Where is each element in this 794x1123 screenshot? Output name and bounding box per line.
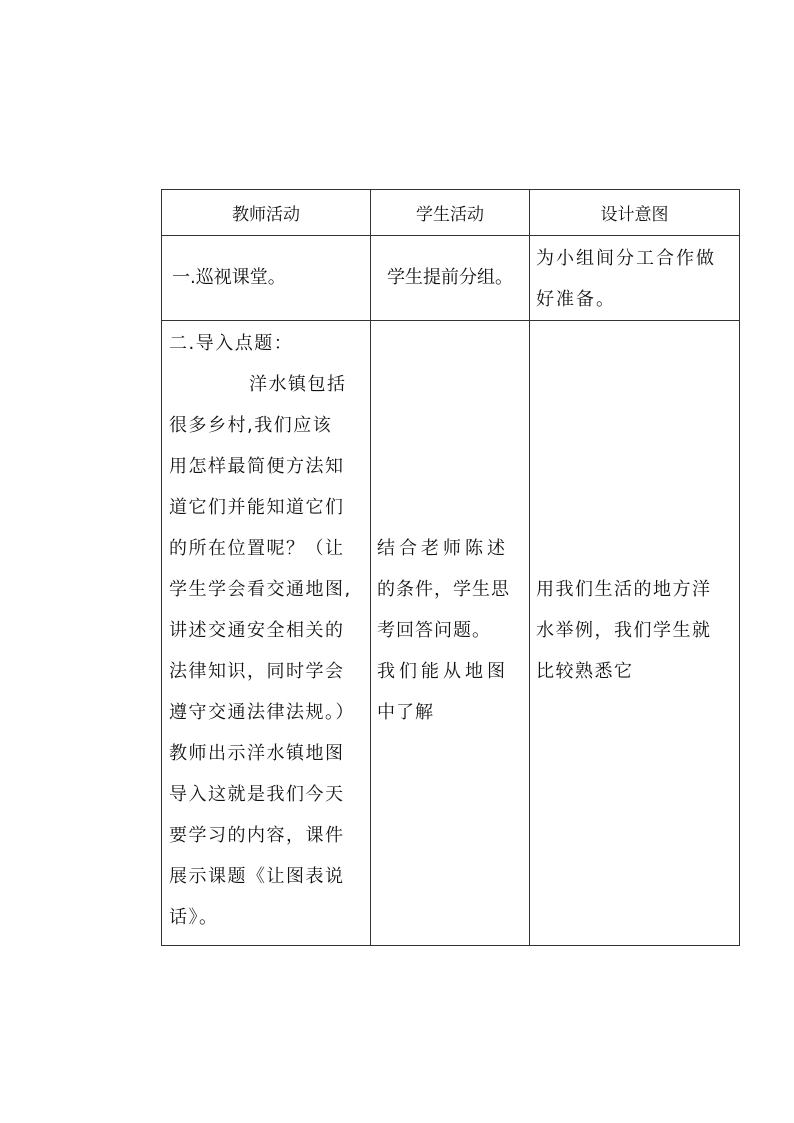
text-line: 好准备。 xyxy=(536,289,616,310)
text-line: 导入这就是我们今天 xyxy=(169,784,345,805)
text-line: 法律知识，同时学会 xyxy=(169,661,345,682)
row1-intent-cell xyxy=(530,236,740,321)
text-line: 二.导入点题： xyxy=(169,333,294,354)
header-teacher-activity: 教师活动 xyxy=(162,190,371,236)
text-line: 要学习的内容，课件 xyxy=(169,825,345,846)
text-line: 学生学会看交通地图, xyxy=(169,579,352,600)
text-line: 的条件，学生思 xyxy=(377,579,510,600)
lesson-plan-table xyxy=(161,189,740,946)
row1-teacher-text: 一.巡视课堂。 xyxy=(172,267,286,288)
text-line: 用怎样最简便方法知 xyxy=(169,456,345,477)
text-line: 遵守交通法律法规。） xyxy=(169,702,355,723)
text-line: 展示课题《让图表说 xyxy=(169,866,345,887)
text-line: 讲述交通安全相关的 xyxy=(169,620,345,641)
row1-intent-text xyxy=(530,236,739,320)
header-student-activity: 学生活动 xyxy=(371,190,530,236)
text-line: 的所在位置呢？（让 xyxy=(169,538,345,559)
text-line: 水举例，我们学生就 xyxy=(536,620,712,641)
row2-student-cell xyxy=(371,321,530,946)
text-line: 结合老师陈述 xyxy=(377,538,509,559)
text-line: 中了解 xyxy=(377,702,434,723)
text-line: 用我们生活的地方洋 xyxy=(536,579,712,600)
table-row xyxy=(162,236,740,321)
text-line: 考回答问题。 xyxy=(377,620,491,641)
text-line: 教师出示洋水镇地图 xyxy=(169,743,345,764)
row2-intent-cell xyxy=(530,321,740,946)
text-line: 我们能从地图 xyxy=(377,661,509,682)
row2-teacher-text xyxy=(162,321,370,938)
row1-student-cell xyxy=(371,236,530,321)
text-line: 为小组间分工合作做 xyxy=(536,248,716,269)
table-row xyxy=(162,321,740,946)
header-design-intent: 设计意图 xyxy=(530,190,740,236)
text-line: 很多乡村,我们应该 xyxy=(169,415,333,436)
row2-student-text xyxy=(371,321,529,733)
text-line: 比较熟悉它 xyxy=(536,661,634,682)
row1-student-text: 学生提前分组。 xyxy=(387,267,513,288)
text-line: 话》。 xyxy=(169,907,219,928)
table-header-row xyxy=(162,190,740,236)
text-line: 洋水镇包括 xyxy=(249,374,347,395)
row1-teacher-cell xyxy=(162,236,371,321)
text-line: 道它们并能知道它们 xyxy=(169,497,345,518)
row2-intent-text xyxy=(530,321,739,692)
row2-teacher-cell xyxy=(162,321,371,946)
